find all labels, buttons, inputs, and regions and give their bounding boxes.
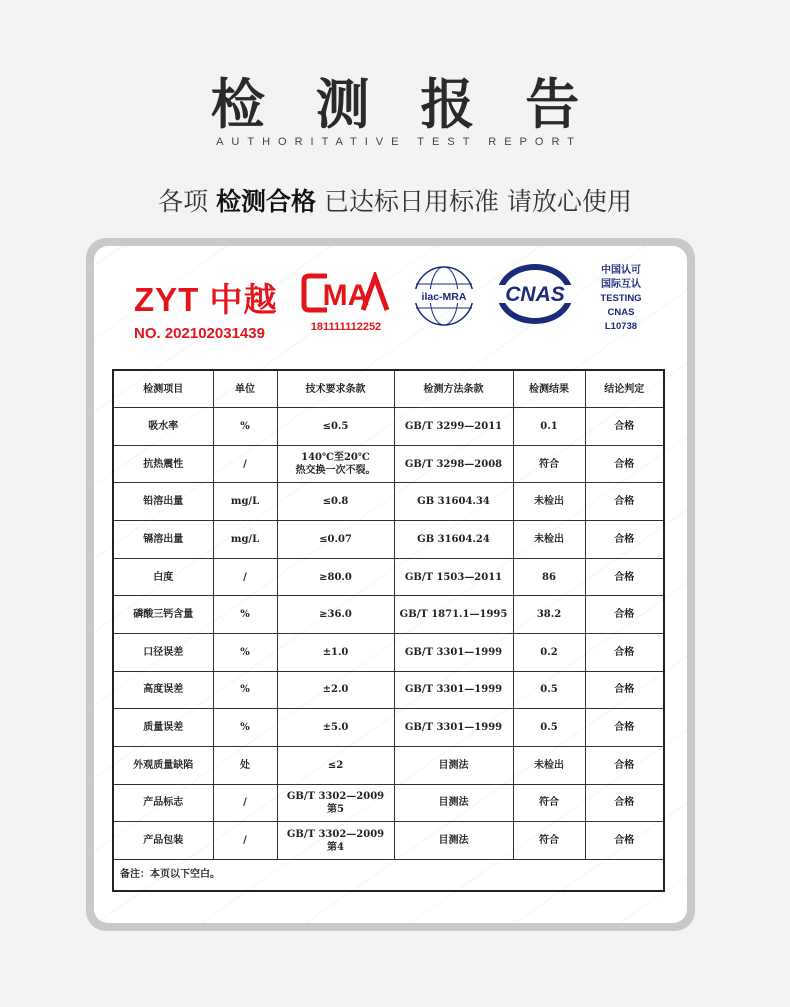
table-cell: / xyxy=(213,822,277,860)
table-cell: 目测法 xyxy=(394,784,513,822)
table-cell: 合格 xyxy=(585,596,664,634)
cnas-en-line2: CNAS xyxy=(607,307,635,318)
table-cell: 140℃至20℃ 热交换一次不裂。 xyxy=(277,445,394,483)
cnas-cn-line2: 国际互认 xyxy=(601,279,641,290)
table-cell: GB 31604.24 xyxy=(394,521,513,559)
table-cell: 未检出 xyxy=(513,483,585,521)
header-cell: 技术要求条款 xyxy=(277,370,394,408)
table-cell: % xyxy=(213,596,277,634)
table-cell: 合格 xyxy=(585,746,664,784)
table-cell: 目测法 xyxy=(394,822,513,860)
table-cell: 0.1 xyxy=(513,408,585,446)
table-cell: % xyxy=(213,671,277,709)
table-row xyxy=(113,445,664,483)
table-cell: 磷酸三钙含量 xyxy=(113,596,213,634)
table-cell: 抗热震性 xyxy=(113,445,213,483)
table-cell: 0.5 xyxy=(513,671,585,709)
table-cell: 产品包装 xyxy=(113,822,213,860)
table-cell: 质量误差 xyxy=(113,709,213,747)
table-row xyxy=(113,558,664,596)
table-cell: GB/T 3302—2009 第5 xyxy=(277,784,394,822)
header-cell: 结论判定 xyxy=(585,370,664,408)
ilac-mra-logo xyxy=(412,264,476,328)
table-cell: 未检出 xyxy=(513,521,585,559)
table-cell: ≥36.0 xyxy=(277,596,394,634)
table-cell: / xyxy=(213,558,277,596)
table-cell: mg/L xyxy=(213,521,277,559)
cnas-en-line1: TESTING xyxy=(600,293,642,304)
table-cell: ≥80.0 xyxy=(277,558,394,596)
table-cell: 白度 xyxy=(113,558,213,596)
table-row xyxy=(113,822,664,860)
table-cell: 产品标志 xyxy=(113,784,213,822)
cnas-cn-line1: 中国认可 xyxy=(601,265,641,276)
zyt-logo xyxy=(134,274,278,342)
page-subtitle-en: AUTHORITATIVE TEST REPORT xyxy=(216,136,582,148)
cnas-emblem-icon xyxy=(495,263,575,325)
cnas-accreditation-text xyxy=(592,264,650,334)
table-cell: GB 31604.34 xyxy=(394,483,513,521)
table-cell: / xyxy=(213,445,277,483)
table-cell: 合格 xyxy=(585,671,664,709)
table-cell: GB/T 3301—1999 xyxy=(394,671,513,709)
table-cell: GB/T 3301—1999 xyxy=(394,709,513,747)
table-cell: 合格 xyxy=(585,558,664,596)
cma-mark-text: MA xyxy=(322,279,370,312)
table-cell: % xyxy=(213,633,277,671)
table-note: 备注：本页以下空白。 xyxy=(113,859,664,891)
cma-number: 181111112252 xyxy=(310,321,382,333)
zyt-logo-name: ZYT 中越 xyxy=(134,281,278,318)
table-row xyxy=(113,746,664,784)
table-cell: 86 xyxy=(513,558,585,596)
table-cell: 符合 xyxy=(513,784,585,822)
table-cell: 铅溶出量 xyxy=(113,483,213,521)
cnas-text: CNAS xyxy=(505,283,565,306)
table-cell: 高度误差 xyxy=(113,671,213,709)
test-results-body xyxy=(113,370,664,891)
table-cell: GB/T 1503—2011 xyxy=(394,558,513,596)
table-cell: 合格 xyxy=(585,709,664,747)
table-cell: 合格 xyxy=(585,784,664,822)
table-row xyxy=(113,521,664,559)
header-cell: 检测项目 xyxy=(113,370,213,408)
table-cell: mg/L xyxy=(213,483,277,521)
page-title: 检 测 报 告 xyxy=(210,73,596,136)
ilac-globe-icon xyxy=(412,264,476,328)
table-cell: 合格 xyxy=(585,822,664,860)
table-row xyxy=(113,408,664,446)
tagline xyxy=(0,182,790,218)
cnas-logo xyxy=(495,263,575,325)
table-cell: GB/T 3301—1999 xyxy=(394,633,513,671)
report-number: NO. 202102031439 xyxy=(134,325,265,342)
table-row xyxy=(113,633,664,671)
cma-mark-icon xyxy=(301,272,391,316)
table-cell: ±2.0 xyxy=(277,671,394,709)
tagline-bold: 检测合格 xyxy=(216,187,317,216)
table-cell: 外观质量缺陷 xyxy=(113,746,213,784)
table-cell: 处 xyxy=(213,746,277,784)
cnas-en-line3: L10738 xyxy=(604,321,638,332)
table-cell: GB/T 3298—2008 xyxy=(394,445,513,483)
cma-logo xyxy=(301,272,391,333)
table-cell: % xyxy=(213,408,277,446)
table-cell: % xyxy=(213,709,277,747)
table-cell: ≤0.8 xyxy=(277,483,394,521)
table-cell: 合格 xyxy=(585,408,664,446)
table-header-row xyxy=(113,370,664,408)
report-card xyxy=(94,246,687,923)
table-row xyxy=(113,671,664,709)
table-cell: 符合 xyxy=(513,445,585,483)
table-cell: ±1.0 xyxy=(277,633,394,671)
table-cell: 目测法 xyxy=(394,746,513,784)
header-cell: 检测方法条款 xyxy=(394,370,513,408)
table-cell: GB/T 3302—2009 第4 xyxy=(277,822,394,860)
table-cell: 镉溶出量 xyxy=(113,521,213,559)
table-note-row xyxy=(113,859,664,891)
table-cell: 吸水率 xyxy=(113,408,213,446)
table-row xyxy=(113,483,664,521)
table-cell: 0.2 xyxy=(513,633,585,671)
table-row xyxy=(113,784,664,822)
tagline-pre: 各项 xyxy=(158,187,217,216)
ilac-text: ilac-MRA xyxy=(421,291,467,303)
table-cell: 0.5 xyxy=(513,709,585,747)
table-cell: 口径误差 xyxy=(113,633,213,671)
table-cell: ±5.0 xyxy=(277,709,394,747)
table-cell: ≤0.07 xyxy=(277,521,394,559)
table-cell: ≤0.5 xyxy=(277,408,394,446)
table-cell: / xyxy=(213,784,277,822)
table-cell: 38.2 xyxy=(513,596,585,634)
table-cell: GB/T 3299—2011 xyxy=(394,408,513,446)
table-cell: 合格 xyxy=(585,521,664,559)
table-row xyxy=(113,709,664,747)
header-cell: 检测结果 xyxy=(513,370,585,408)
table-cell: 合格 xyxy=(585,633,664,671)
header-cell: 单位 xyxy=(213,370,277,408)
table-row xyxy=(113,596,664,634)
tagline-post: 已达标日用标准 请放心使用 xyxy=(316,187,632,216)
table-cell: ≤2 xyxy=(277,746,394,784)
table-cell: 符合 xyxy=(513,822,585,860)
table-cell: GB/T 1871.1—1995 xyxy=(394,596,513,634)
test-results-table xyxy=(112,369,665,892)
table-cell: 合格 xyxy=(585,483,664,521)
table-cell: 未检出 xyxy=(513,746,585,784)
table-cell: 合格 xyxy=(585,445,664,483)
